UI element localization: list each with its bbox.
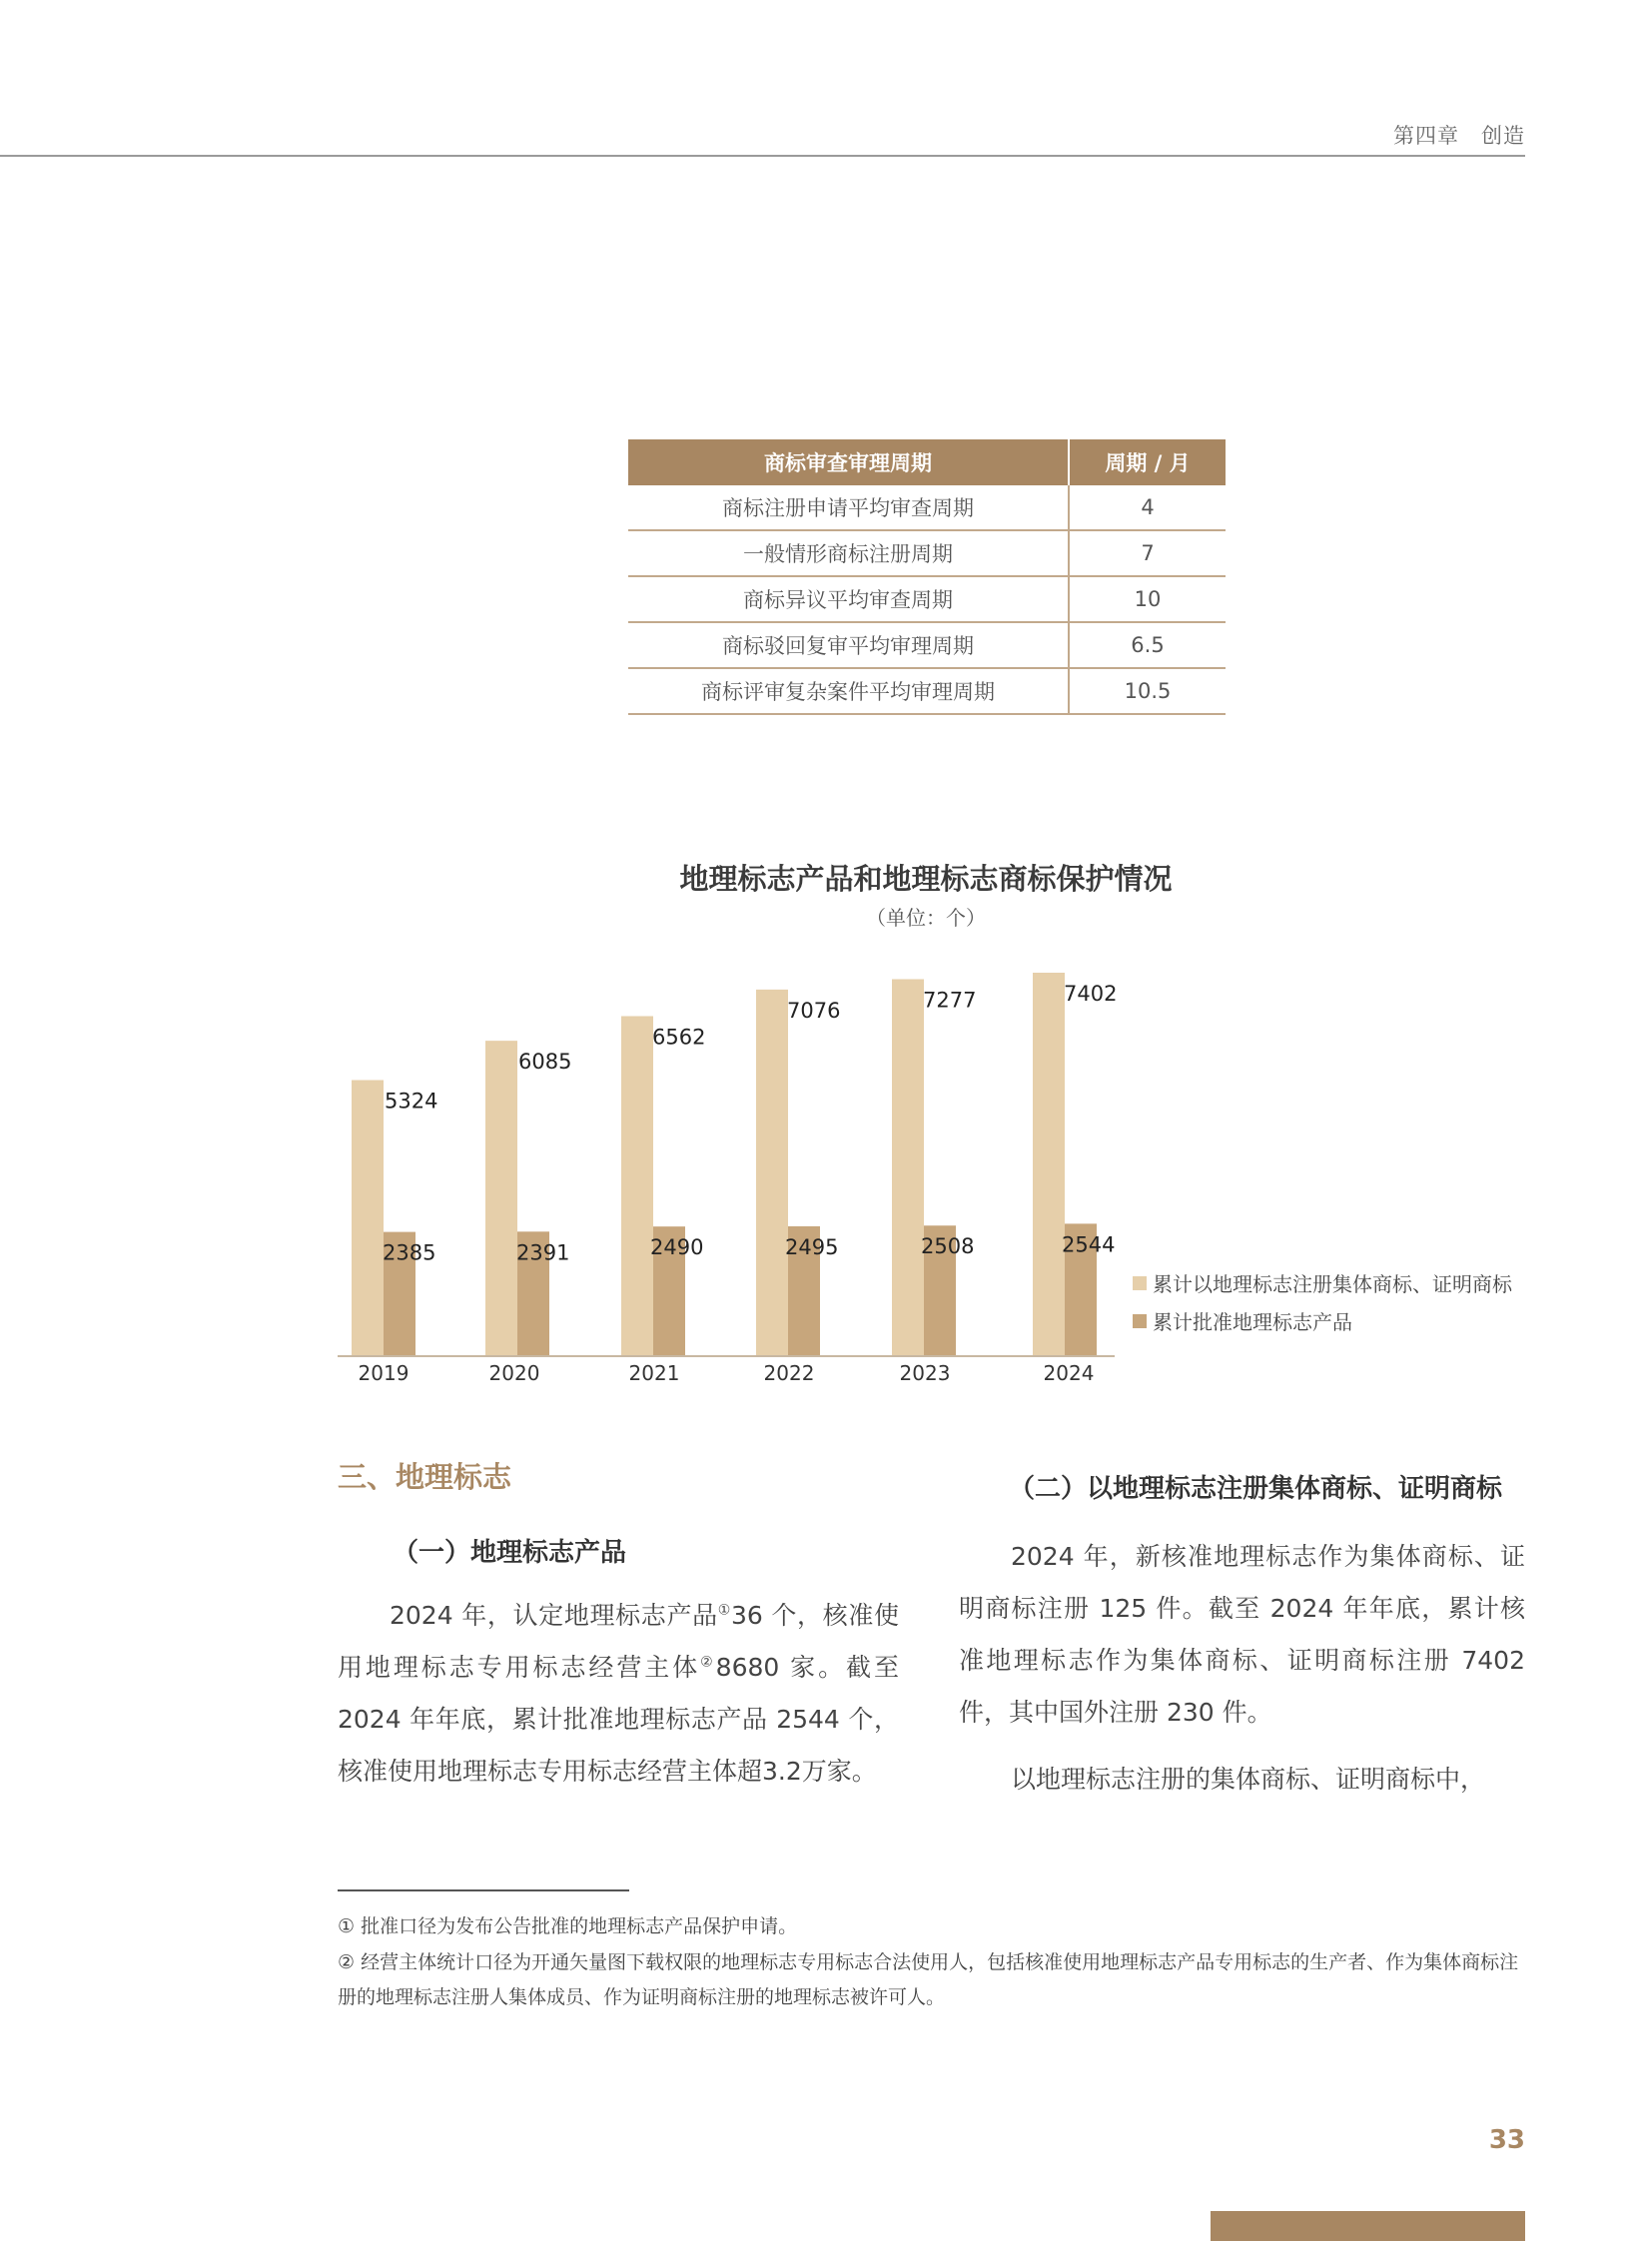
data-label: 2490 xyxy=(650,1235,704,1260)
subsection-title-products: （一）地理标志产品 xyxy=(393,1538,627,1568)
x-tick-label: 2024 xyxy=(1043,1361,1095,1385)
legend-swatch-trademark xyxy=(1133,1276,1147,1290)
footnote-1: ① 批准口径为发布公告批准的地理标志产品保护申请。 xyxy=(338,1915,798,1937)
x-tick-label: 2022 xyxy=(763,1361,815,1385)
footnote-2: ② 经营主体统计口径为开通矢量图下载权限的地理标志专用标志合法使用人，包括核准使用地理标志产品专用标志的生产者、作为集体商标注册的地理标志注册人集体成员、作为证明商标注册的地理标志被许可人。 xyxy=(338,1951,1519,2008)
footnote-ref-2: ② xyxy=(700,1654,716,1671)
legend-swatch-product xyxy=(1133,1314,1147,1328)
table-header-period: 周期 / 月 xyxy=(1069,439,1226,485)
data-label: 2495 xyxy=(785,1234,839,1259)
section-title-geo: 三、地理标志 xyxy=(338,1460,512,1494)
bar-trademark xyxy=(1033,973,1065,1355)
table-cell-item: 商标注册申请平均审查周期 xyxy=(628,485,1069,530)
table-cell-item: 一般情形商标注册周期 xyxy=(628,530,1069,576)
x-tick-label: 2021 xyxy=(628,1361,680,1385)
data-label: 6562 xyxy=(652,1025,706,1050)
chart-title: 地理标志产品和地理标志商标保护情况 xyxy=(679,862,1173,896)
data-label: 2508 xyxy=(921,1234,975,1259)
page-number: 33 xyxy=(1488,2125,1525,2155)
chart-unit: （单位：个） xyxy=(866,906,986,930)
paragraph-trademarks: 2024 年，新核准地理标志作为集体商标、证明商标注册 125 件。截至 2024 年年底，累计核准地理标志作为集体商标、证明商标注册 7402 件，其中国外注册 230 件。 xyxy=(959,1542,1525,1727)
table-cell-item: 商标驳回复审平均审理周期 xyxy=(628,622,1069,668)
table-cell-value: 7 xyxy=(1069,530,1226,576)
legend-label-trademark: 累计以地理标志注册集体商标、证明商标 xyxy=(1153,1272,1512,1296)
x-tick-label: 2019 xyxy=(358,1361,410,1385)
data-label: 7277 xyxy=(923,988,977,1013)
paragraph-part: 36 个，核准使用地理标志专用标志经营主体 xyxy=(338,1601,899,1682)
table-cell-value: 10 xyxy=(1069,576,1226,622)
data-label: 2385 xyxy=(383,1240,436,1265)
data-label: 7076 xyxy=(787,998,841,1023)
table-cell-value: 10.5 xyxy=(1069,668,1226,714)
bar-trademark xyxy=(892,979,924,1355)
paragraph-part: 8680 家。截至 2024 年年底，累计批准地理标志产品 2544 个，核准使用地理标志专用标志经营主体超3.2万家。 xyxy=(338,1653,899,1786)
chapter-header: 第四章 创造 xyxy=(1393,124,1525,148)
data-label: 2544 xyxy=(1062,1232,1116,1257)
paragraph-products xyxy=(338,1590,899,1798)
legend-item-product xyxy=(1133,1306,1352,1335)
data-label: 2391 xyxy=(516,1240,570,1265)
table-cell-value: 4 xyxy=(1069,485,1226,530)
bar-trademark xyxy=(352,1081,384,1355)
table-cell-item: 商标异议平均审查周期 xyxy=(628,576,1069,622)
subsection-title-trademarks: （二）以地理标志注册集体商标、证明商标 xyxy=(1009,1474,1503,1504)
bar-trademark xyxy=(621,1016,653,1355)
legend-label-product: 累计批准地理标志产品 xyxy=(1153,1310,1352,1334)
paragraph-trademarks-cont: 以地理标志注册的集体商标、证明商标中， xyxy=(1011,1765,1486,1794)
data-label: 6085 xyxy=(518,1050,572,1075)
bar-trademark xyxy=(756,990,788,1355)
paragraph-part: 2024 年，认定地理标志产品 xyxy=(390,1601,718,1630)
table-cell-value: 6.5 xyxy=(1069,622,1226,668)
table-header-item: 商标审查审理周期 xyxy=(628,439,1069,485)
footnote-ref-1: ① xyxy=(717,1602,731,1619)
x-tick-label: 2020 xyxy=(488,1361,540,1385)
table-cell-item: 商标评审复杂案件平均审理周期 xyxy=(628,668,1069,714)
data-label: 7402 xyxy=(1064,982,1118,1006)
bar-trademark xyxy=(485,1041,517,1355)
x-tick-label: 2023 xyxy=(899,1361,951,1385)
decorative-bar xyxy=(1211,2211,1525,2241)
legend-item-trademark xyxy=(1133,1268,1512,1297)
data-label: 5324 xyxy=(385,1089,438,1114)
footnote-rule xyxy=(338,1889,629,1891)
